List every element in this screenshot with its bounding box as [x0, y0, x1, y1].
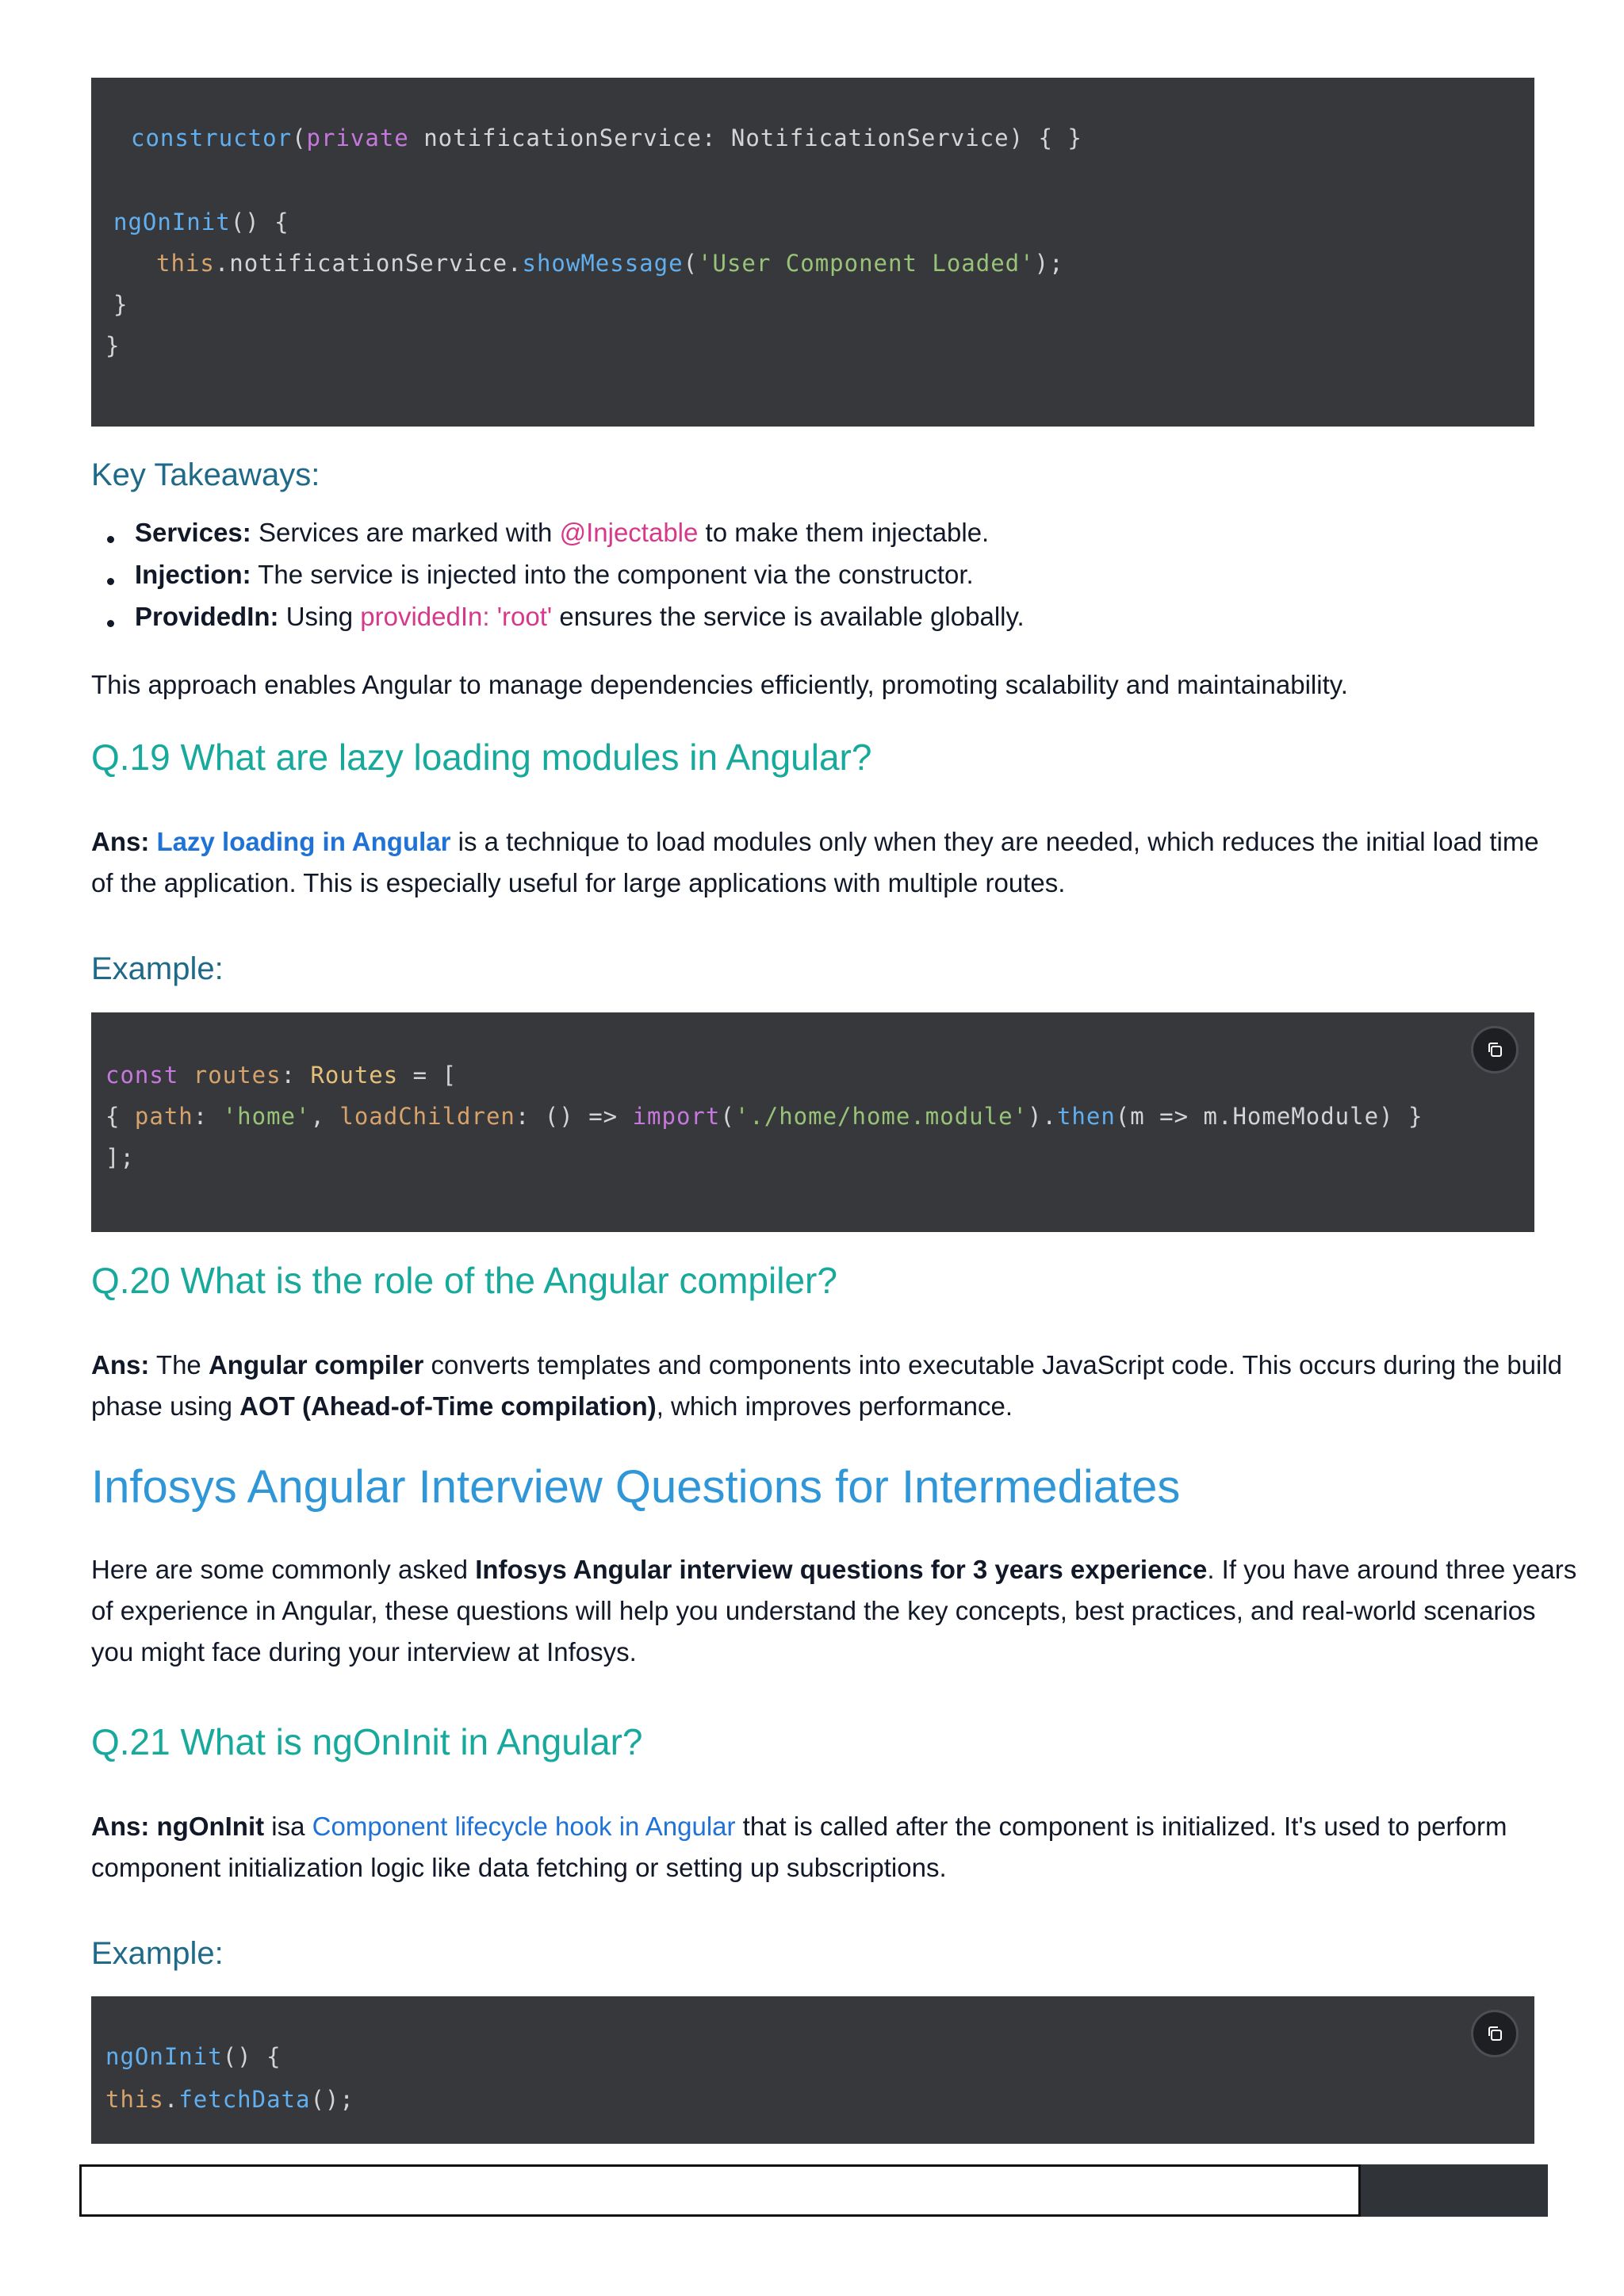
list-item-text: The service is injected into the component via the constructor.	[251, 560, 974, 589]
code-token: import	[632, 1103, 721, 1130]
list-item-text: ensures the service is available globally.	[552, 602, 1025, 631]
q21-heading: Q.21 What is ngOnInit in Angular?	[91, 1721, 643, 1762]
copy-button[interactable]	[1471, 2010, 1519, 2057]
inline-code: @Injectable	[559, 518, 699, 547]
answer-text: , which improves performance.	[656, 1391, 1013, 1421]
code-token: );	[1034, 250, 1064, 277]
code-token: () {	[230, 209, 289, 235]
section-heading: Infosys Angular Interview Questions for Intermediates	[91, 1461, 1181, 1513]
code-line	[105, 1142, 135, 1173]
intro-text: Here are some commonly asked	[91, 1555, 476, 1584]
approach-paragraph: This approach enables Angular to manage dependencies efficiently, promoting scalability and maintainability.	[91, 670, 1348, 699]
code-token: (m => m.HomeModule) }	[1115, 1103, 1423, 1130]
code-token: constructor	[131, 124, 293, 151]
code-line	[105, 1100, 1423, 1132]
code-token: fetchData	[178, 2086, 311, 2113]
list-item	[91, 553, 1025, 595]
key-takeaways-list	[91, 511, 1025, 637]
lazy-loading-link[interactable]: Lazy loading in Angular	[156, 827, 451, 856]
list-item	[91, 595, 1025, 637]
code-line	[105, 2084, 354, 2115]
code-token: this	[105, 2086, 164, 2113]
answer-text: The	[149, 1350, 209, 1380]
code-token: showMessage	[522, 250, 684, 277]
code-token: .	[163, 2086, 179, 2113]
q19-example-heading: Example:	[91, 951, 224, 986]
code-token: path	[134, 1103, 193, 1130]
code-token: }	[105, 332, 121, 359]
code-token: ).	[1028, 1103, 1057, 1130]
code-token: .notificationService.	[214, 250, 523, 277]
q21-example-heading: Example:	[91, 1936, 224, 1971]
answer-text: isa	[264, 1812, 312, 1841]
copy-icon	[1485, 1040, 1504, 1059]
q19-answer	[91, 821, 1566, 904]
code-token: () {	[222, 2043, 282, 2070]
code-token: ();	[310, 2086, 354, 2113]
inline-code: providedIn: 'root'	[360, 602, 553, 631]
code-token: './home/home.module'	[734, 1103, 1028, 1130]
code-token: {	[105, 1103, 135, 1130]
code-block-constructor	[91, 78, 1534, 427]
ans-label: Ans:	[91, 1350, 150, 1380]
lifecycle-hook-link[interactable]: Component lifecycle hook in Angular	[312, 1812, 736, 1841]
copy-button[interactable]	[1471, 1026, 1519, 1073]
code-block-routes	[91, 1012, 1534, 1232]
code-token: Routes	[310, 1062, 399, 1089]
code-token: : () =>	[515, 1103, 633, 1130]
list-item-text: to make them injectable.	[698, 518, 990, 547]
footer-input-box[interactable]	[79, 2164, 1361, 2217]
code-token: :	[193, 1103, 223, 1130]
code-token: ];	[105, 1144, 135, 1171]
code-line	[105, 2041, 282, 2072]
answer-bold: AOT (Ahead-of-Time compilation)	[239, 1391, 657, 1421]
q19-heading: Q.19 What are lazy loading modules in Angular?	[91, 737, 872, 778]
code-token: const	[105, 1062, 193, 1089]
code-token: this	[156, 250, 215, 277]
code-line	[105, 330, 120, 362]
answer-text: that is called after the component is initialized. It's used to perform component initialization logic like data fetching or setting up subscriptions.	[91, 1812, 1507, 1882]
code-token: }	[113, 291, 128, 318]
code-token: 'home'	[222, 1103, 311, 1130]
list-item-label: Injection:	[135, 560, 251, 589]
code-line	[156, 247, 1064, 279]
copy-icon	[1485, 2024, 1504, 2043]
code-line	[105, 1059, 457, 1091]
list-item-label: Services:	[135, 518, 251, 547]
code-token: (	[683, 250, 699, 277]
code-token: loadChildren	[339, 1103, 515, 1130]
code-line	[131, 122, 1082, 154]
code-token: notificationService: NotificationService) { }	[408, 124, 1082, 151]
code-token: private	[306, 124, 409, 151]
intro-bold: Infosys Angular interview questions for 3 years experience	[475, 1555, 1208, 1584]
ans-label: Ans:	[91, 827, 150, 856]
answer-text: converts templates and components into executable JavaScript code. This occurs during the build phase using	[91, 1350, 1563, 1421]
code-token: :	[281, 1062, 311, 1089]
code-token: = [	[398, 1062, 458, 1089]
section-intro	[91, 1549, 1582, 1673]
code-block-ngoninit	[91, 1996, 1534, 2144]
code-token: ngOnInit	[113, 209, 231, 235]
intro-text: . If you have around three years of experience in Angular, these questions will help you understand the key concepts, best practices, and real-world scenarios you might face during your interview at Infosys.	[91, 1555, 1577, 1667]
q20-heading: Q.20 What is the role of the Angular compiler?	[91, 1260, 837, 1301]
code-token: then	[1056, 1103, 1116, 1130]
code-token: (	[720, 1103, 735, 1130]
answer-text: is a technique to load modules only when they are needed, which reduces the initial load time of the application. This is especially useful for large applications with multiple routes.	[91, 827, 1539, 897]
list-item-text: Using	[278, 602, 361, 631]
code-token: ,	[310, 1103, 340, 1130]
code-line	[113, 289, 128, 320]
list-item-text: Services are marked with	[251, 518, 560, 547]
q20-answer	[91, 1345, 1566, 1427]
key-takeaways-heading: Key Takeaways:	[91, 457, 320, 492]
list-item	[91, 511, 1025, 553]
code-token: (	[292, 124, 307, 151]
list-item-label: ProvidedIn:	[135, 602, 279, 631]
code-token: routes	[193, 1062, 282, 1089]
footer-dark-panel	[1361, 2164, 1548, 2217]
code-line	[113, 206, 289, 238]
code-token: 'User Component Loaded'	[698, 250, 1035, 277]
ans-label: Ans: ngOnInit	[91, 1812, 265, 1841]
answer-bold: Angular compiler	[208, 1350, 424, 1380]
code-token: ngOnInit	[105, 2043, 223, 2070]
q21-answer	[91, 1806, 1566, 1888]
